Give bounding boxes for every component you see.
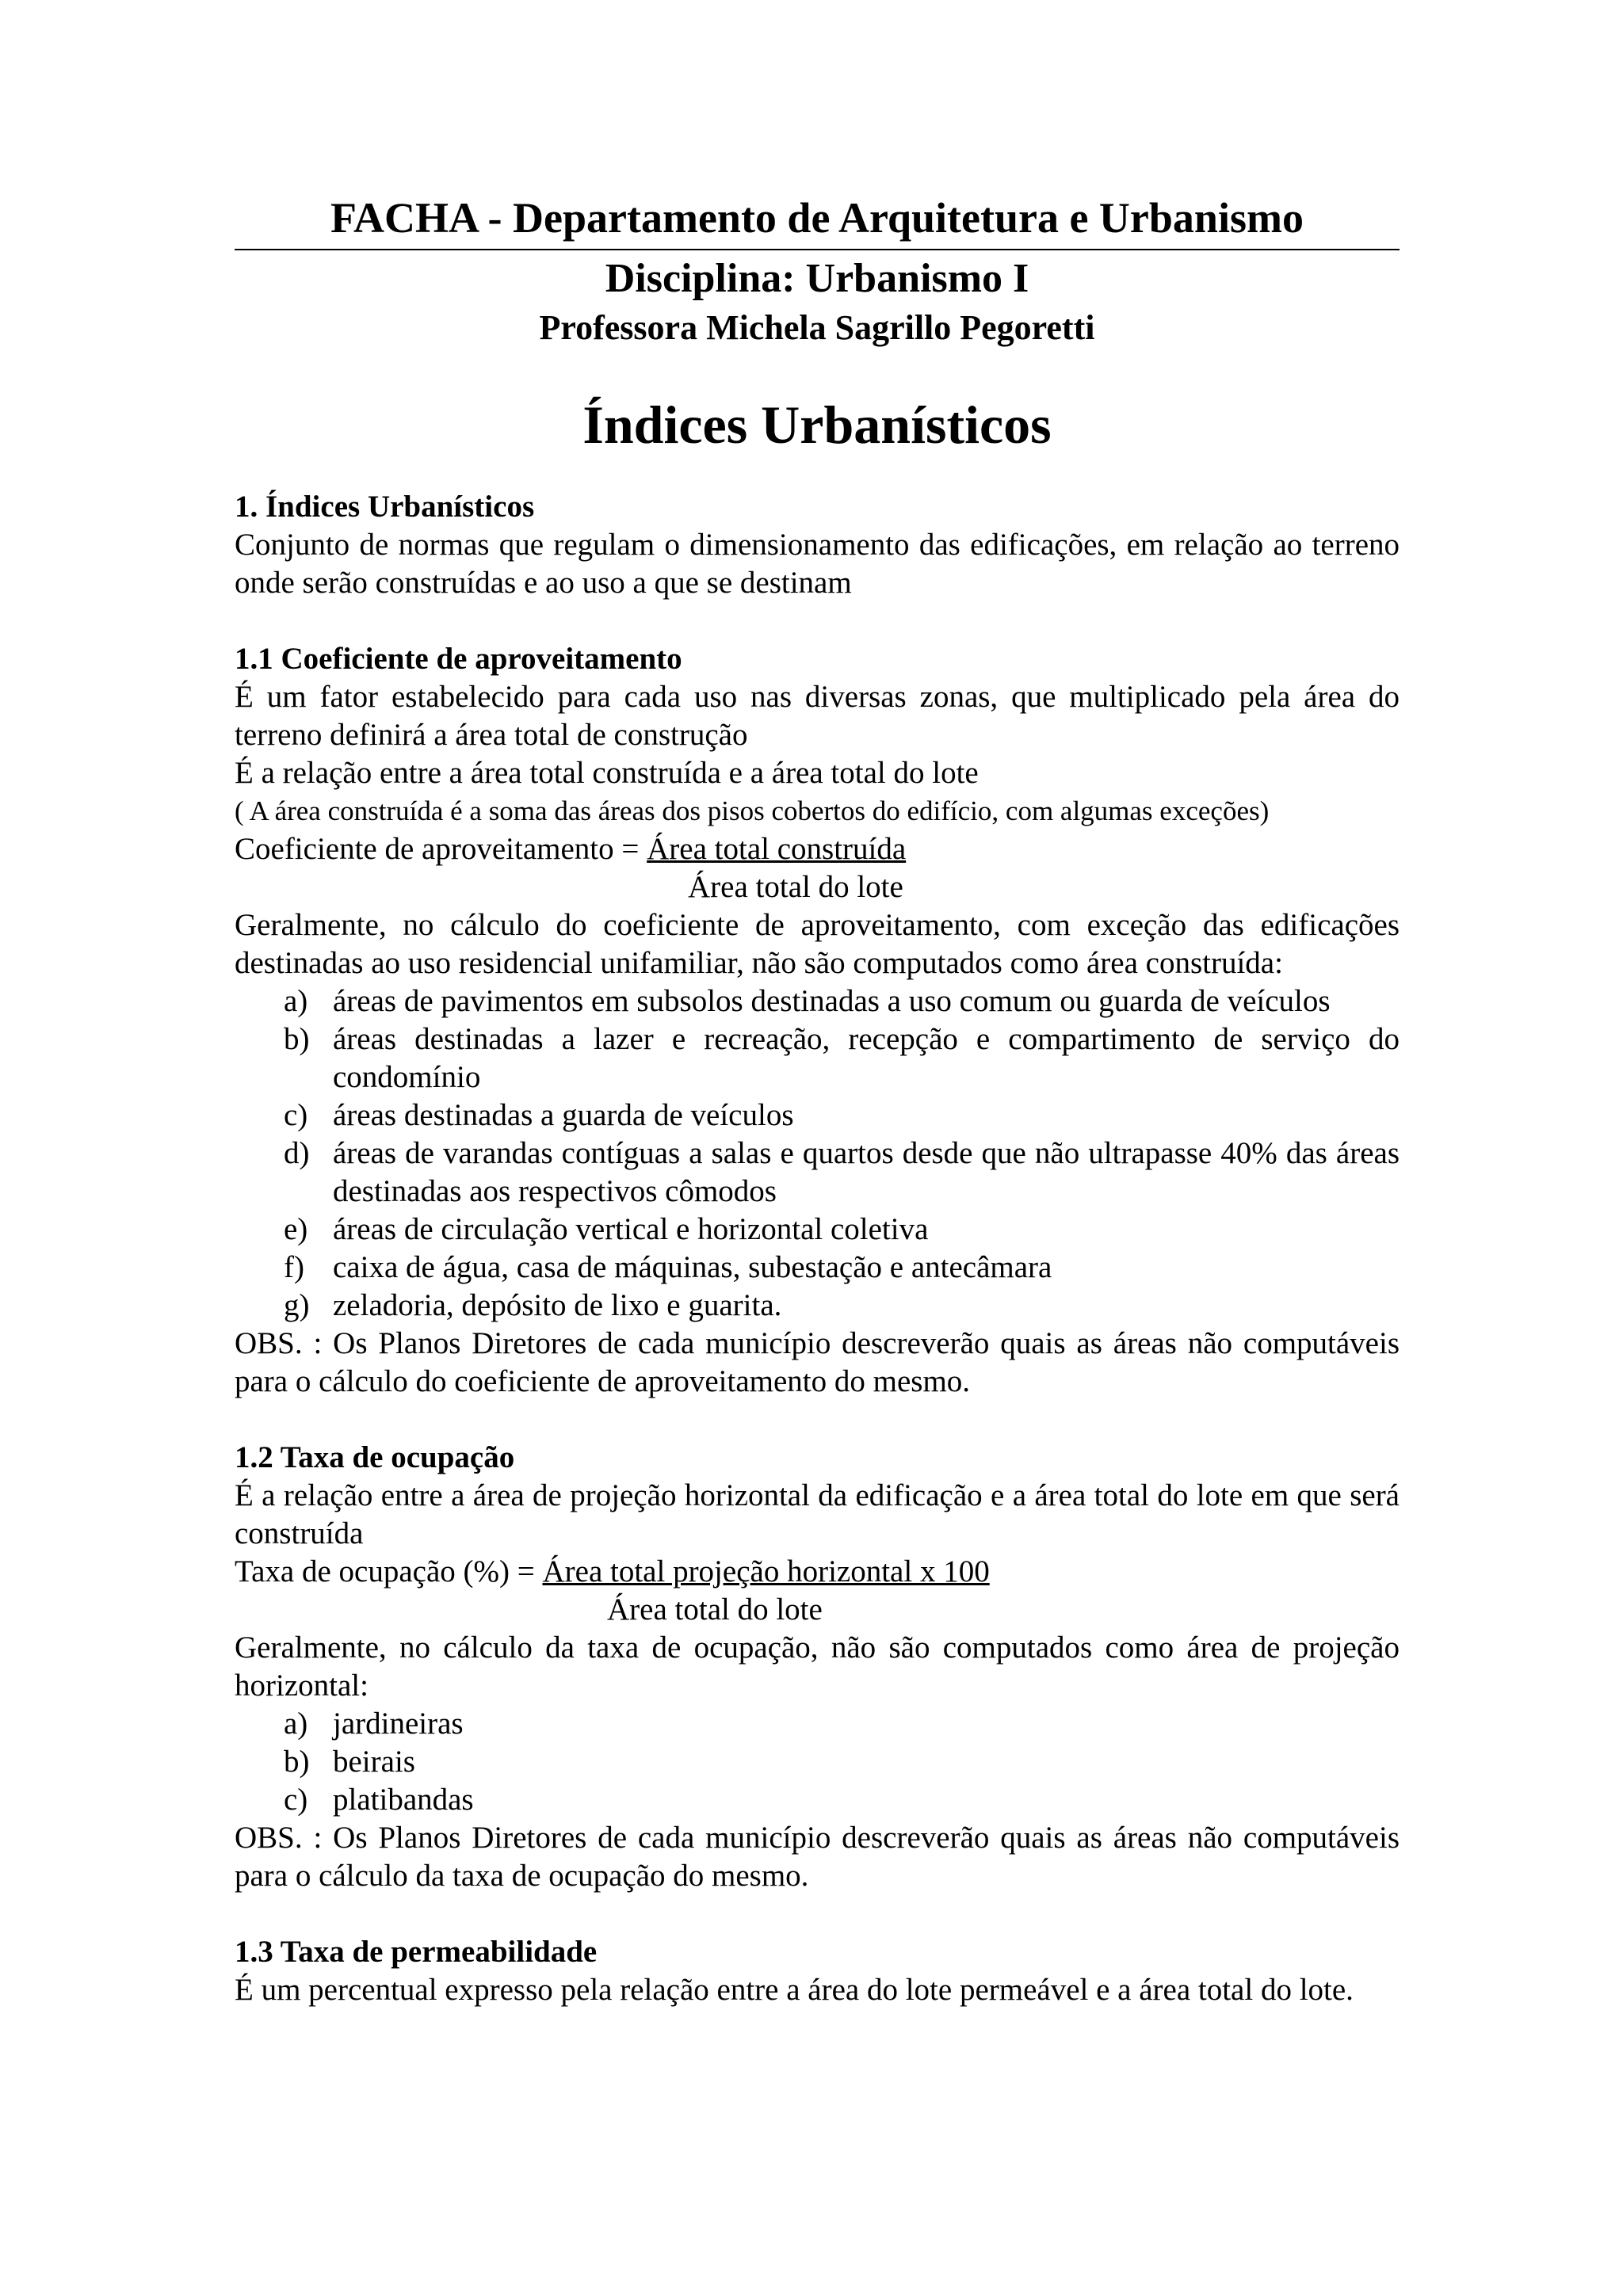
section-1-1-heading: 1.1 Coeficiente de aproveitamento [235, 642, 682, 676]
list-item-text: zeladoria, depósito de lixo e guarita. [333, 1288, 782, 1322]
list-item [235, 1705, 1400, 1743]
list-marker: b) [284, 1022, 310, 1056]
occupancy-formula [235, 1553, 1400, 1591]
professor-line: Professora Michela Sagrillo Pegoretti [539, 308, 1095, 347]
section-1-2-paragraph-2: Geralmente, no cálculo da taxa de ocupação, não são computados como área de projeção horizontal: [235, 1630, 1400, 1703]
section-1-2-paragraph-1: É a relação entre a área de projeção horizontal da edificação e a área total do lote em que será construída [235, 1478, 1400, 1550]
section-1-3-heading: 1.3 Taxa de permeabilidade [235, 1935, 598, 1969]
section-1-3-paragraph-1: É um percentual expresso pela relação entre a área do lote permeável e a área total do lote. [235, 1973, 1354, 2007]
coefficient-formula [235, 830, 1400, 868]
list-item [235, 1097, 1400, 1135]
list-item-text: áreas destinadas a lazer e recreação, recepção e compartimento de serviço do condomínio [333, 1022, 1400, 1094]
list-item [235, 1781, 1400, 1819]
section-1-2-obs: OBS. : Os Planos Diretores de cada município descreverão quais as áreas não computáveis para o cálculo da taxa de ocupação do mesmo. [235, 1821, 1400, 1893]
institution-title: FACHA - Departamento de Arquitetura e Urbanismo [235, 190, 1400, 250]
section-1-text: Conjunto de normas que regulam o dimensionamento das edificações, em relação ao terreno onde serão construídas e ao uso a que se destinam [235, 528, 1400, 600]
formula-denominator: Área total do lote [688, 870, 903, 904]
list-item [235, 1020, 1400, 1097]
list-marker: c) [284, 1098, 308, 1132]
list-marker: a) [284, 1707, 308, 1741]
section-1-1-paragraph-2: É a relação entre a área total construída e a área total do lote [235, 756, 979, 790]
list-item [235, 1249, 1400, 1287]
list-marker: d) [284, 1136, 310, 1170]
document-title: Índices Urbanísticos [582, 395, 1052, 455]
list-marker: f) [284, 1250, 304, 1284]
list-item-text: áreas de circulação vertical e horizontal coletiva [333, 1212, 929, 1246]
list-item [235, 1135, 1400, 1211]
list-item-text: jardineiras [333, 1707, 464, 1741]
section-1-1-obs: OBS. : Os Planos Diretores de cada município descreverão quais as áreas não computáveis para o cálculo do coeficiente de aproveitamento do mesmo. [235, 1326, 1400, 1398]
section-1-2-heading: 1.2 Taxa de ocupação [235, 1440, 515, 1474]
list-marker: e) [284, 1212, 308, 1246]
non-computed-areas-list [235, 982, 1400, 1325]
discipline-line: Disciplina: Urbanismo I [605, 256, 1029, 301]
document-page [235, 190, 1400, 2009]
list-marker: g) [284, 1288, 310, 1322]
list-item-text: platibandas [333, 1783, 474, 1817]
formula-numerator: Área total projeção horizontal x 100 [542, 1554, 990, 1589]
list-marker: a) [284, 984, 308, 1018]
section-1-1-paragraph-3: Geralmente, no cálculo do coeficiente de aproveitamento, com exceção das edificações destinadas ao uso residencial unifamiliar, não são computados como área construída: [235, 908, 1400, 980]
non-computed-projection-list [235, 1705, 1400, 1819]
list-item [235, 1211, 1400, 1249]
section-1-1-paragraph-1: É um fator estabelecido para cada uso nas diversas zonas, que multiplicado pela área do terreno definirá a área total de construção [235, 680, 1400, 752]
section-1-heading: 1. Índices Urbanísticos [235, 490, 535, 524]
list-item-text: caixa de água, casa de máquinas, subestação e antecâmara [333, 1250, 1052, 1284]
list-item [235, 1743, 1400, 1781]
formula-label: Taxa de ocupação (%) = [235, 1554, 543, 1589]
list-marker: c) [284, 1783, 308, 1817]
list-item-text: áreas destinadas a guarda de veículos [333, 1098, 794, 1132]
list-item [235, 982, 1400, 1020]
formula-numerator: Área total construída [647, 832, 907, 866]
list-item-text: beirais [333, 1745, 415, 1779]
formula-denominator: Área total do lote [607, 1592, 823, 1627]
formula-label: Coeficiente de aproveitamento = [235, 832, 647, 866]
list-item [235, 1287, 1400, 1325]
list-item-text: áreas de varandas contíguas a salas e quartos desde que não ultrapasse 40% das áreas destinadas aos respectivos cômodos [333, 1136, 1400, 1208]
list-item-text: áreas de pavimentos em subsolos destinadas a uso comum ou guarda de veículos [333, 984, 1331, 1018]
section-1-1-note: ( A área construída é a soma das áreas dos pisos cobertos do edifício, com algumas exceções) [235, 795, 1270, 826]
list-marker: b) [284, 1745, 310, 1779]
